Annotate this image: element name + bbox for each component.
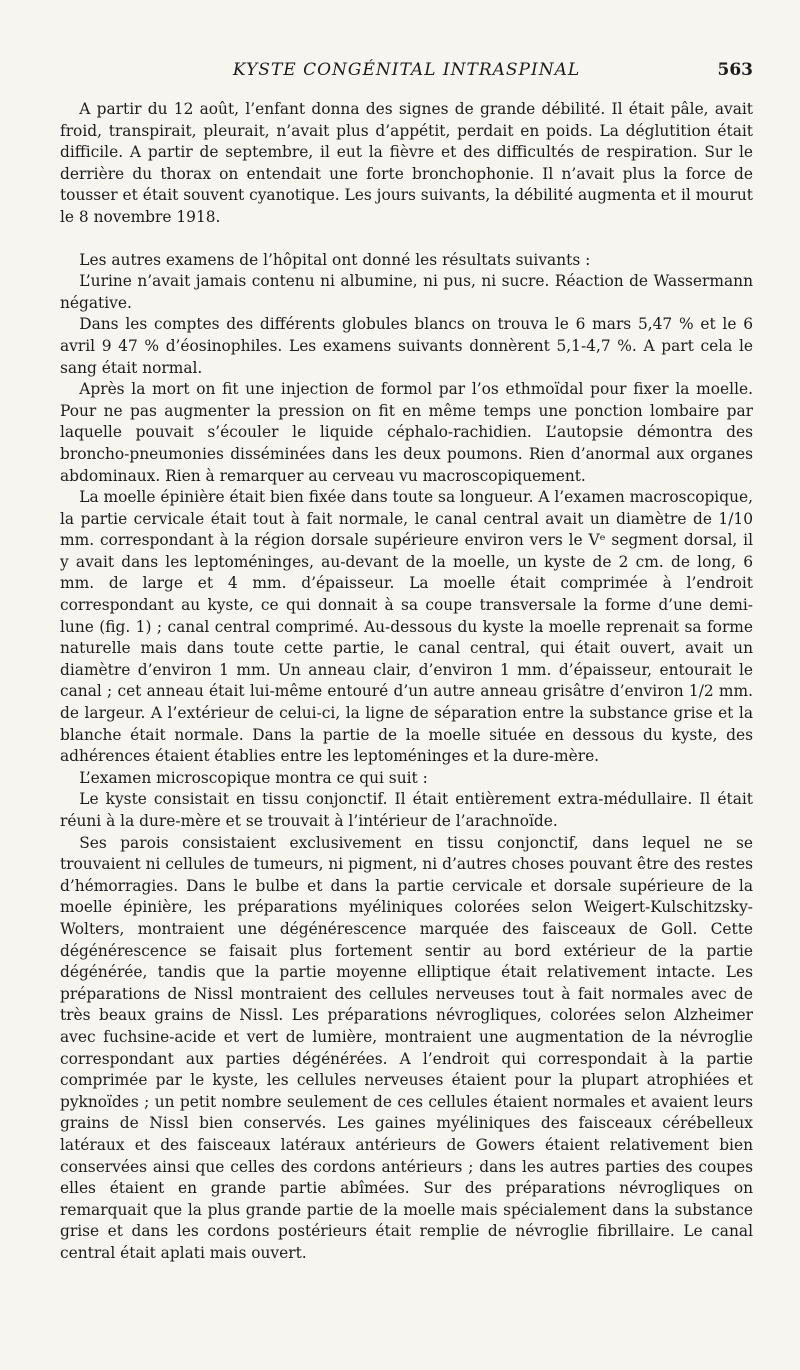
body-text: [60, 99, 753, 1264]
running-title: KYSTE CONGÉNITAL INTRASPINAL: [232, 60, 581, 80]
paragraph: La moelle épinière était bien fixée dans toute sa longueur. A l’examen macroscopique, la partie cervicale était tout à fait normale, le canal central avait un diamètre de 1/10 mm. correspondant à la région dorsale supérieure environ vers le Vᵉ segment dorsal, il y avait dans les leptoméninges, au-devant de la moelle, un kyste de 2 cm. de long, 6 mm. de large et 4 mm. d’épaisseur. La moelle était comprimée à l’endroit correspondant au kyste, ce qui donnait à sa coupe transversale la forme d’une demi-lune (fig. 1) ; canal central comprimé. Au-dessous du kyste la moelle reprenait sa forme naturelle mais dans toute cette partie, le canal central, qui était ouvert, avait un diamètre d’environ 1 mm. Un anneau clair, d’environ 1 mm. d’épaisseur, entourait le canal ; cet anneau était lui-même entouré d’un autre anneau grisâtre d’environ 1/2 mm. de largeur. A l’extérieur de celui-ci, la ligne de séparation entre la substance grise et la blanche était normale. Dans la partie de la moelle située en dessous du kyste, des adhérences étaient établies entre les leptoméninges et la dure-mère.: [60, 488, 753, 766]
paragraph: Dans les comptes des différents globules blancs on trouva le 6 mars 5,47 % et le 6 avril 9 47 % d’éosinophiles. Les examens suivants donnèrent 5,1-4,7 %. A part cela le sang était normal.: [60, 315, 753, 377]
paragraph: Les autres examens de l’hôpital ont donné les résultats suivants :: [79, 250, 591, 269]
running-head: [60, 60, 753, 84]
paragraph: L’urine n’avait jamais contenu ni albumine, ni pus, ni sucre. Réaction de Wassermann négative.: [60, 272, 753, 312]
paragraph: Ses parois consistaient exclusivement en tissu conjonctif, dans lequel ne se trouvaient ni cellules de tumeurs, ni pigment, ni d’autres choses pouvant être des restes d’hémorragies. Dans le bulbe et dans la partie cervicale et dorsale supérieure de la moelle épinière, les préparations myéliniques colorées selon Weigert-Kulschitzsky-Wolters, montraient une dégénérescence marquée des faisceaux de Goll. Cette dégénérescence se faisait plus fortement sentir au bord extérieur de la partie dégénérée, tandis que la partie moyenne elliptique était relativement intacte. Les préparations de Nissl montraient des cellules nerveuses tout à fait normales avec de très beaux grains de Nissl. Les préparations névrogliques, colorées selon Alzheimer avec fuchsine-acide et vert de lumière, montraient une augmentation de la névroglie correspondant aux parties dégénérées. A l’endroit qui correspondait à la partie comprimée par le kyste, les cellules nerveuses étaient pour la plupart atrophiées et pyknoïdes ; un petit nombre seulement de ces cellules étaient normales et avaient leurs grains de Nissl bien conservés. Les gaines myéliniques des faisceaux cérébelleux latéraux et des faisceaux latéraux antérieurs de Gowers étaient relativement bien conservées ainsi que celles des cordons antérieurs ; dans les autres parties des coupes elles étaient en grande partie abîmées. Sur des préparations névrogliques on remarquait que la plus grande partie de la moelle mais spécialement dans la substance grise et dans les cordons postérieurs était remplie de névroglie fibrillaire. Le canal central était aplati mais ouvert.: [60, 833, 753, 1262]
paragraph: A partir du 12 août, l’enfant donna des signes de grande débilité. Il était pâle, avait froid, transpirait, pleurait, n’avait plus d’appétit, perdait en poids. La déglutition était difficile. A partir de septembre, il eut la fièvre et des difficultés de respiration. Sur le derrière du thorax on entendait une forte bronchophonie. Il n’avait plus la force de tousser et était souvent cyanotique. Les jours suivants, la débilité augmenta et il mourut le 8 novembre 1918.: [60, 100, 753, 226]
paragraph: Après la mort on fit une injection de formol par l’os ethmoïdal pour fixer la moelle. Pour ne pas augmenter la pression on fit en même temps une ponction lombaire par laquelle pouvait s’écouler le liquide céphalo-rachidien. L’autopsie démontra des broncho-pneumonies disséminées dans les deux poumons. Rien d’anormal aux organes abdominaux. Rien à remarquer au cerveau vu macroscopiquement.: [60, 380, 753, 485]
page-number: 563: [717, 60, 753, 80]
paragraph: L’examen microscopique montra ce qui suit :: [79, 768, 428, 787]
paragraph: Le kyste consistait en tissu conjonctif. Il était entièrement extra-médullaire. Il était réuni à la dure-mère et se trouvait à l’intérieur de l’arachnoïde.: [60, 790, 753, 830]
